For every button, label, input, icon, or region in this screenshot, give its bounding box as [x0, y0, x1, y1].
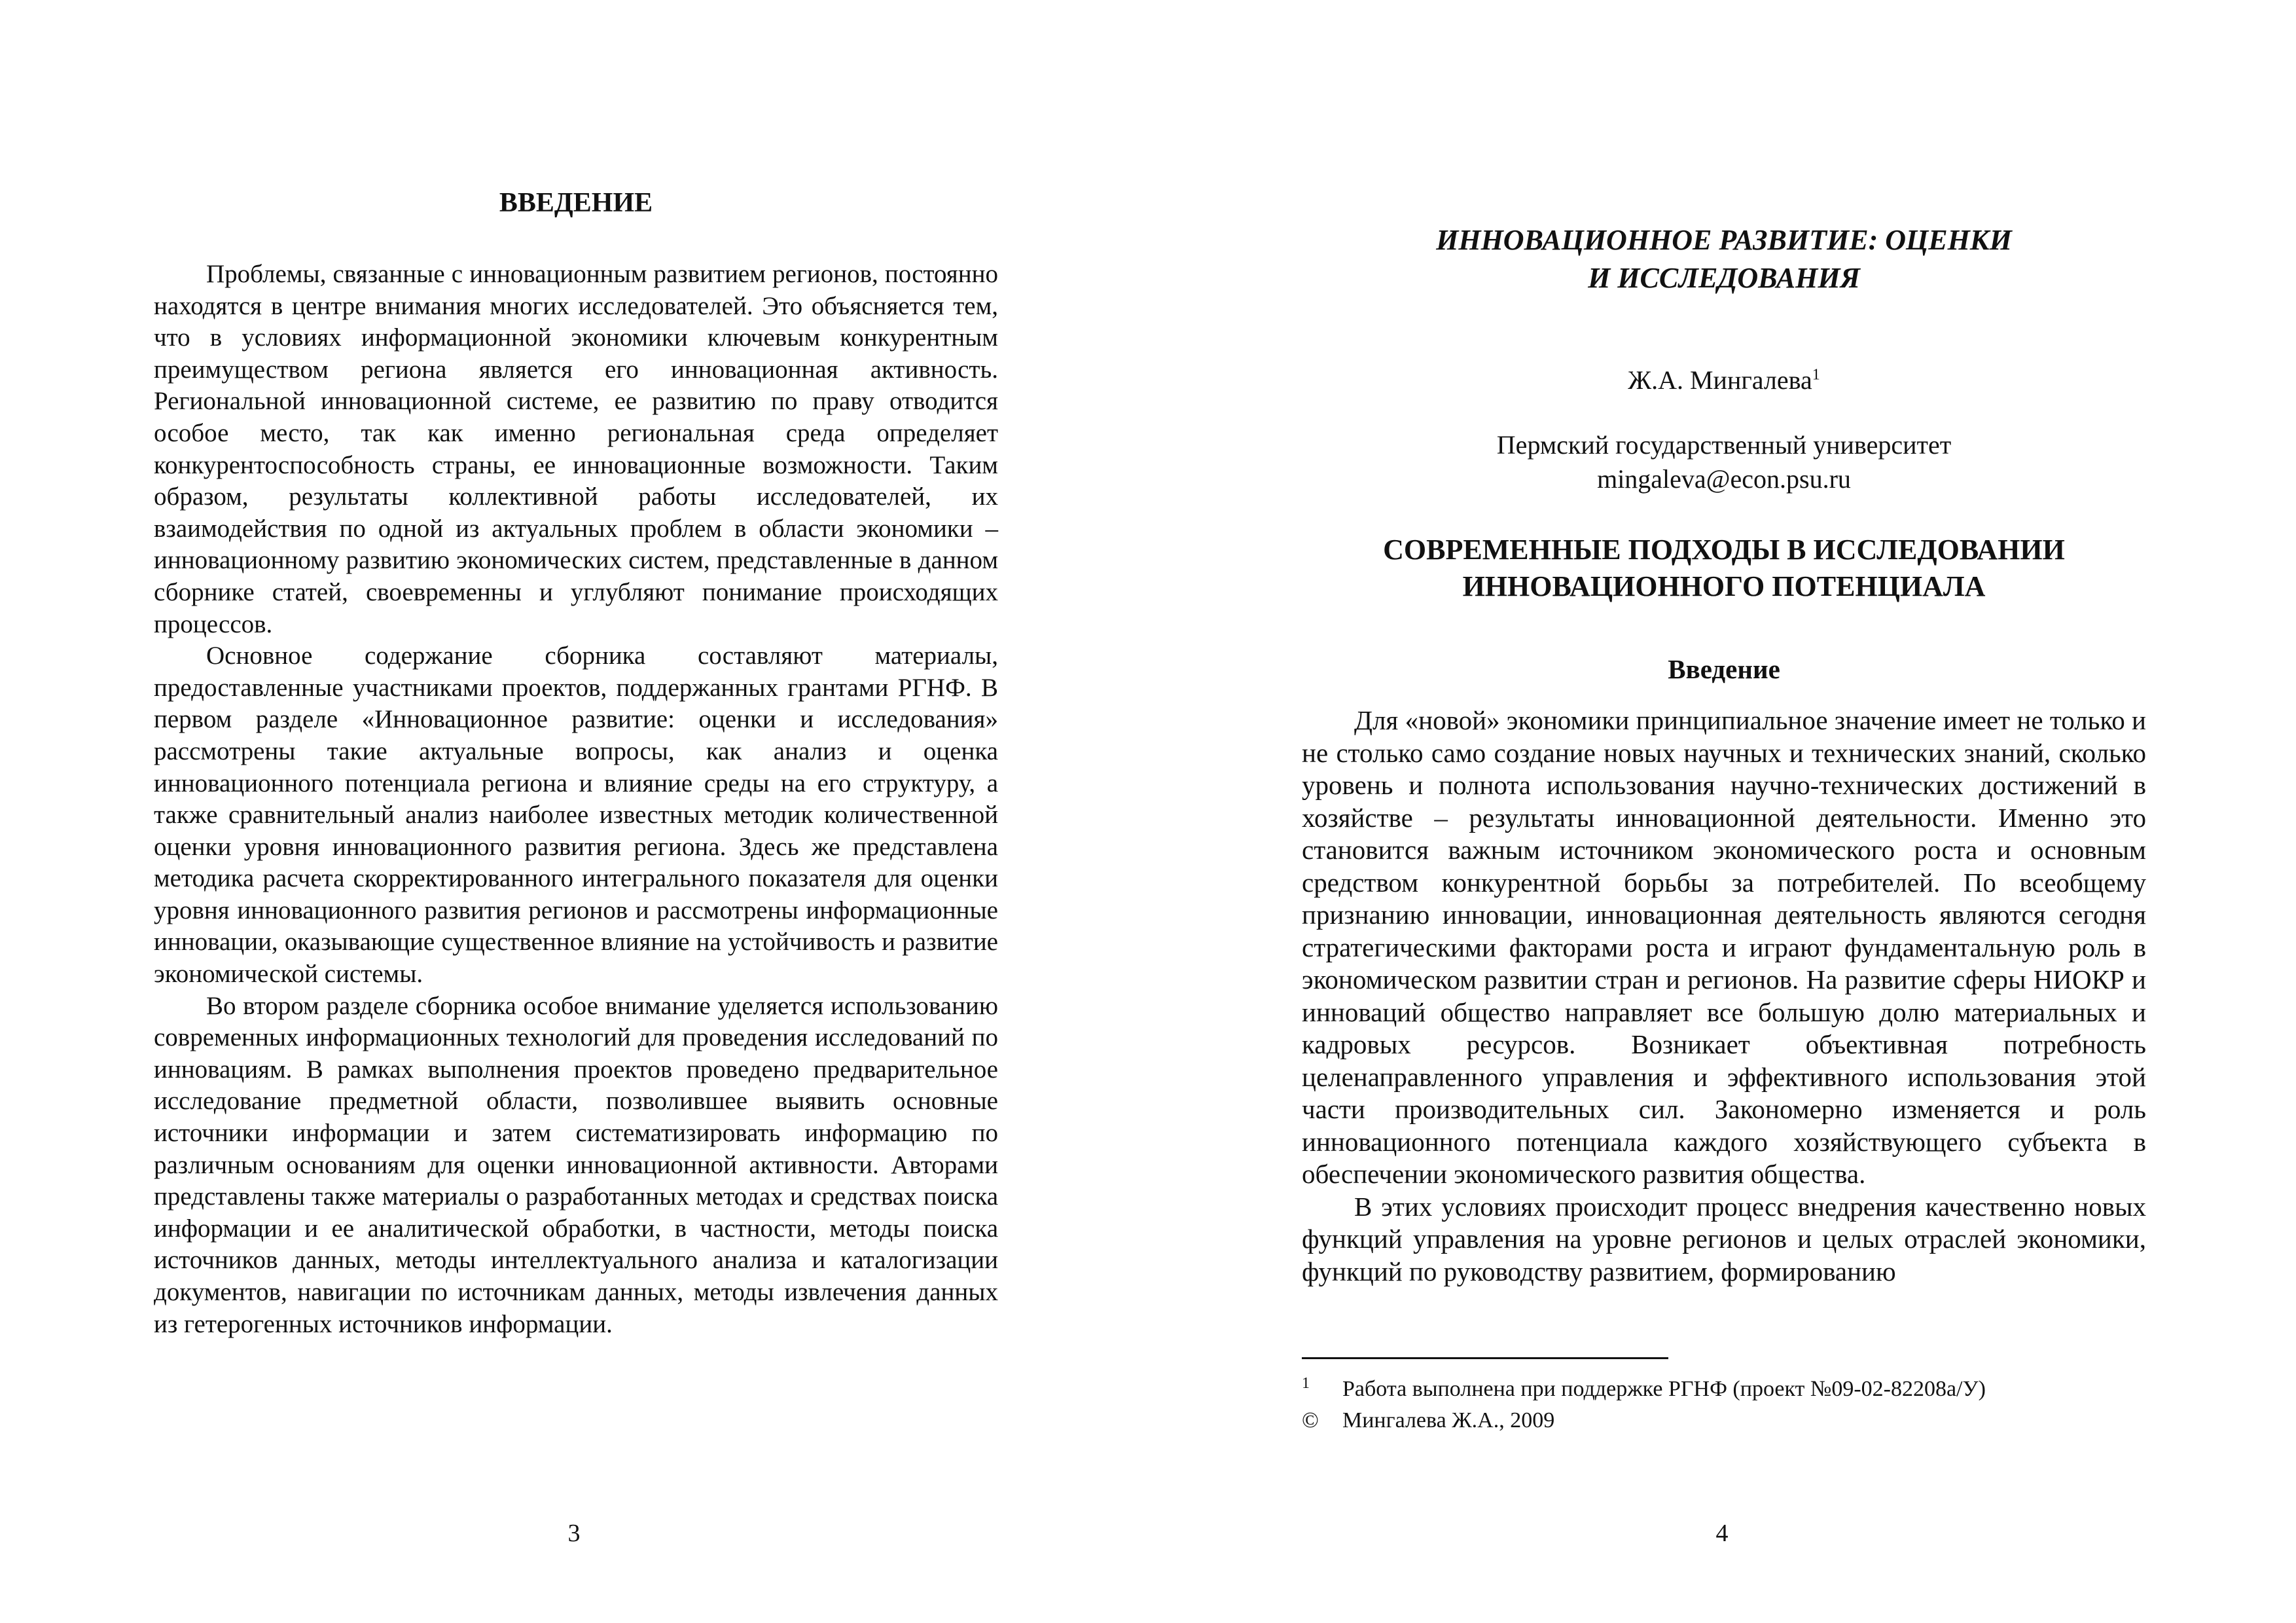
article-title-line-1: СОВРЕМЕННЫЕ ПОДХОДЫ В ИССЛЕДОВАНИИ: [1383, 534, 2065, 566]
right-page: [1148, 0, 2296, 1623]
author-email: mingaleva@econ.psu.ru: [1597, 464, 1851, 494]
left-paragraph-2: Основное содержание сборника составляют материалы, предоставленные участниками проектов, поддержанных грантами РГНФ. В первом разделе «Инновационное развитие: оценки и исследования» рассмотрены такие актуальные вопросы, как анализ и оценка инновационного потенциала региона и влияние среды на его структуру, а также сравнительный анализ наиболее известных методик количественной оценки уровня инновационного развития региона. Здесь же представлена методика расчета скорректированного интегрального показателя для оценки уровня инновационного развития регионов и рассмотрены информационные инновации, оказывающие существенное влияние на устойчивость и развитие экономической системы.: [154, 642, 998, 989]
author-name: Ж.А. Мингалева: [1628, 365, 1812, 395]
right-paragraph-2: В этих условиях происходит процесс внедрения качественно новых функций управления на уровне регионов и целых отраслей экономики, функций по руководству развитием, формированию: [1302, 1191, 2146, 1286]
footnote-divider: [1302, 1357, 1668, 1359]
footnote-copyright: [1302, 1405, 2146, 1436]
footnote-1-mark: 1: [1302, 1375, 1310, 1392]
right-paragraph-1: Для «новой» экономики принципиальное значение имеет не только и не столько само создание новых научных и технических знаний, сколько уровень и полнота использования научно-технических достижений в хозяйстве – результаты инновационной деятельности. Именно это становится важным источником экономического роста и основным средством конкурентной борьбы за потребителей. По всеобщему признанию инновации, инновационная деятельность являются сегодня стратегическими факторами роста и играют фундаментальную роль в экономическом развитии стран и регионов. На развитие сферы НИОКР и инноваций общество направляет все большую долю материальных и кадровых ресурсов. Возникает объективная потребность целенаправленного управления и эффективного использования этой части производительных сил. Закономерно изменяется и роль инновационного потенциала каждого хозяйствующего субъекта в обеспечении экономического развития общества.: [1302, 705, 2146, 1189]
footnotes: [1302, 1374, 2146, 1436]
footnote-1: [1302, 1374, 2146, 1405]
right-page-number: 4: [1715, 1520, 1729, 1547]
author-line: [1302, 363, 2146, 397]
footnote-copyright-text: Мингалева Ж.А., 2009: [1342, 1408, 1555, 1432]
subheading-introduction: Введение: [1668, 654, 1780, 684]
section-title-line-1: ИННОВАЦИОННОЕ РАЗВИТИЕ: ОЦЕНКИ: [1436, 224, 2012, 256]
left-paragraph-3: Во втором разделе сборника особое внимание уделяется использованию современных информационных технологий для проведения исследований по инновациям. В рамках выполнения проектов проведено предварительное исследование предметной области, позволившее выявить основные источники информации и затем систематизировать информацию по различным основаниям для оценки инновационной активности. Авторами представлены также материалы о разработанных методах и средствах поиска информации и ее аналитической обработки, в частности, методы поиска источников данных, методы интеллектуального анализа и каталогизации документов, навигации по источникам данных, методы извлечения данных из гетерогенных источников информации.: [154, 991, 998, 1338]
left-paragraph-1: Проблемы, связанные с инновационным развитием регионов, постоянно находятся в центре внимания многих исследователей. Это объясняется тем, что в условиях информационной экономики ключевым конкурентным преимуществом региона является его инновационная активность. Региональной инновационной системе, ее развитию по праву отводится особое место, так как именно региональная среда определяет конкурентоспособность страны, ее инновационные возможности. Таким образом, результаты коллективной работы исследователей, их взаимодействия по одной из актуальных проблем в области экономики – инновационному развитию экономических систем, представленные в данном сборнике статей, своевременны и углубляют понимание происходящих процессов.: [154, 260, 998, 638]
left-page-number: 3: [567, 1520, 581, 1547]
article-title: [1302, 532, 2146, 605]
affiliation-block: [1302, 428, 2146, 496]
affiliation: Пермский государственный университет: [1496, 430, 1952, 460]
article-title-line-2: ИННОВАЦИОННОГО ПОТЕНЦИАЛА: [1462, 570, 1986, 602]
right-page-body: [1302, 704, 2146, 1288]
section-title: [1302, 221, 2146, 297]
left-page-body: [154, 259, 998, 1340]
author-footnote-mark: 1: [1812, 366, 1820, 384]
left-page-title: ВВЕДЕНИЕ: [499, 188, 653, 218]
copyright-icon: ©: [1302, 1408, 1319, 1432]
section-title-line-2: И ИССЛЕДОВАНИЯ: [1588, 262, 1860, 294]
footnote-1-text: Работа выполнена при поддержке РГНФ (проект №09-02-82208а/У): [1342, 1377, 1986, 1401]
